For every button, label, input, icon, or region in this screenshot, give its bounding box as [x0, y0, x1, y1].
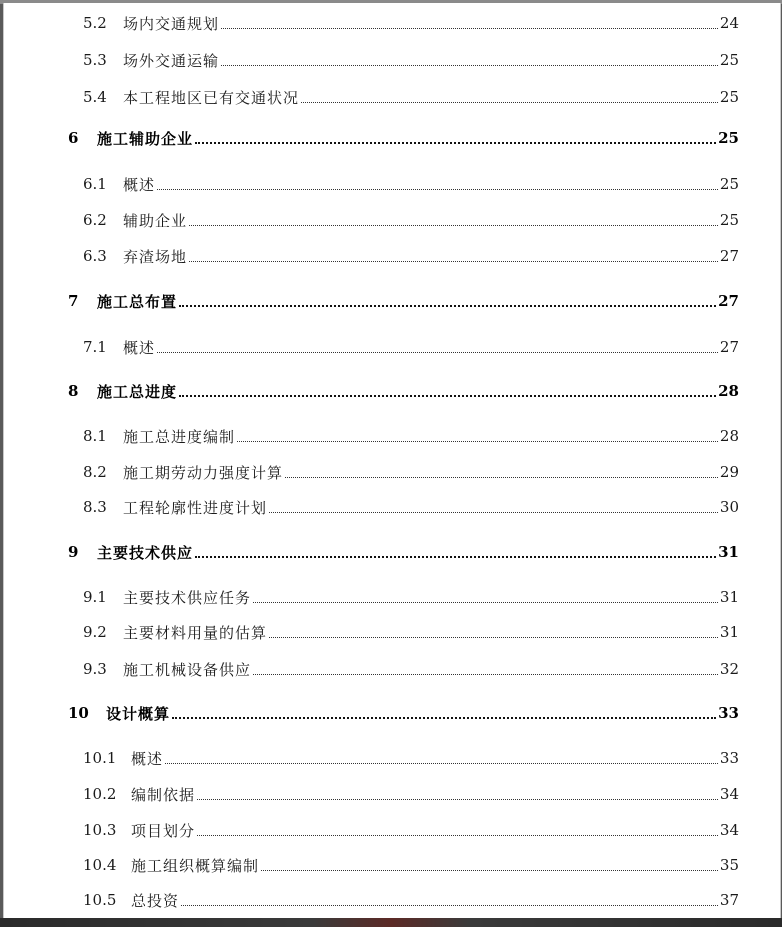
toc-number: 10	[68, 704, 89, 722]
toc-line	[68, 379, 739, 403]
toc-line	[83, 208, 739, 232]
toc-line	[83, 782, 739, 806]
toc-page-number: 29	[719, 463, 739, 481]
toc-number: 7.1	[83, 338, 107, 356]
toc-number: 9	[68, 543, 79, 561]
toc-page-number: 28	[718, 382, 739, 400]
toc-section-entry[interactable]	[4, 495, 780, 519]
toc-number: 8.2	[83, 463, 107, 481]
toc-line	[83, 585, 739, 609]
toc-page-number: 33	[718, 704, 739, 722]
toc-section-entry[interactable]	[4, 620, 780, 644]
dot-leader	[261, 853, 718, 877]
toc-line	[83, 657, 739, 681]
toc-number: 9.3	[83, 660, 107, 678]
toc-title: 施工总进度编制	[123, 427, 236, 446]
toc-page-number: 33	[719, 749, 739, 767]
toc-title: 项目划分	[131, 821, 196, 840]
toc-section-entry[interactable]	[4, 335, 780, 359]
toc-line	[83, 853, 739, 877]
dot-leader	[285, 460, 718, 484]
toc-number: 9.1	[83, 588, 107, 606]
toc-title: 施工期劳动力强度计算	[123, 463, 284, 482]
dot-leader	[195, 540, 716, 564]
toc-chapter-entry[interactable]	[4, 379, 780, 403]
toc-line	[83, 335, 739, 359]
toc-page-number: 31	[718, 543, 739, 561]
dot-leader	[195, 126, 716, 150]
toc-line	[83, 818, 739, 842]
toc-page-number: 27	[719, 247, 739, 265]
toc-page-number: 31	[719, 588, 739, 606]
dot-leader	[165, 746, 718, 770]
dot-leader	[181, 888, 718, 912]
toc-title: 施工组织概算编制	[131, 856, 260, 875]
dot-leader	[221, 48, 718, 72]
toc-line	[83, 620, 739, 644]
toc-page-number: 25	[719, 51, 739, 69]
toc-section-entry[interactable]	[4, 48, 780, 72]
toc-title: 辅助企业	[123, 211, 188, 230]
toc-line	[83, 424, 739, 448]
toc-title: 施工总进度	[97, 382, 178, 401]
toc-number: 10.2	[83, 785, 117, 803]
toc-line	[83, 172, 739, 196]
toc-line	[83, 746, 739, 770]
toc-section-entry[interactable]	[4, 85, 780, 109]
toc-page-number: 25	[718, 129, 739, 147]
toc-page-number: 31	[719, 623, 739, 641]
toc-number: 8.3	[83, 498, 107, 516]
toc-section-entry[interactable]	[4, 746, 780, 770]
toc-title: 施工辅助企业	[97, 129, 194, 148]
toc-section-entry[interactable]	[4, 460, 780, 484]
toc-page-number: 35	[719, 856, 739, 874]
dot-leader	[221, 11, 718, 35]
toc-number: 5.2	[83, 14, 107, 32]
dot-leader	[189, 208, 718, 232]
toc-number: 6	[68, 129, 79, 147]
toc-title: 本工程地区已有交通状况	[123, 88, 300, 107]
dot-leader	[157, 335, 718, 359]
toc-line	[83, 48, 739, 72]
toc-page-number: 25	[719, 211, 739, 229]
toc-chapter-entry[interactable]	[4, 540, 780, 564]
toc-title: 设计概算	[106, 704, 171, 723]
toc-line	[83, 244, 739, 268]
toc-line	[68, 126, 739, 150]
toc-page-number: 34	[719, 785, 739, 803]
toc-line	[83, 11, 739, 35]
dot-leader	[179, 289, 716, 313]
toc-chapter-entry[interactable]	[4, 289, 780, 313]
toc-section-entry[interactable]	[4, 11, 780, 35]
toc-line	[68, 289, 739, 313]
toc-section-entry[interactable]	[4, 782, 780, 806]
toc-title: 概述	[131, 749, 164, 768]
toc-title: 工程轮廓性进度计划	[123, 498, 268, 517]
toc-number: 7	[68, 292, 79, 310]
toc-section-entry[interactable]	[4, 172, 780, 196]
toc-section-entry[interactable]	[4, 244, 780, 268]
document-page[interactable]	[3, 3, 781, 919]
toc-number: 5.4	[83, 88, 107, 106]
toc-title: 弃渣场地	[123, 247, 188, 266]
toc-page-number: 25	[719, 88, 739, 106]
toc-line	[83, 460, 739, 484]
toc-number: 8	[68, 382, 79, 400]
toc-section-entry[interactable]	[4, 585, 780, 609]
toc-page-number: 34	[719, 821, 739, 839]
toc-page-number: 32	[719, 660, 739, 678]
dot-leader	[301, 85, 718, 109]
dot-leader	[237, 424, 718, 448]
dot-leader	[269, 620, 718, 644]
toc-title: 主要技术供应	[97, 543, 194, 562]
toc-section-entry[interactable]	[4, 818, 780, 842]
dot-leader	[179, 379, 716, 403]
toc-line	[83, 85, 739, 109]
toc-number: 6.2	[83, 211, 107, 229]
dot-leader	[189, 244, 718, 268]
toc-number: 6.3	[83, 247, 107, 265]
toc-number: 5.3	[83, 51, 107, 69]
toc-page-number: 27	[718, 292, 739, 310]
toc-number: 10.5	[83, 891, 117, 909]
toc-page-number: 30	[719, 498, 739, 516]
toc-title: 施工总布置	[97, 292, 178, 311]
toc-chapter-entry[interactable]	[4, 126, 780, 150]
toc-title: 施工机械设备供应	[123, 660, 252, 679]
dot-leader	[197, 782, 718, 806]
toc-section-entry[interactable]	[4, 853, 780, 877]
toc-page-number: 37	[719, 891, 739, 909]
toc-line	[83, 888, 739, 912]
toc-section-entry[interactable]	[4, 208, 780, 232]
toc-page-number: 25	[719, 175, 739, 193]
toc-section-entry[interactable]	[4, 888, 780, 912]
toc-number: 8.1	[83, 427, 107, 445]
toc-number: 10.1	[83, 749, 117, 767]
dot-leader	[197, 818, 718, 842]
toc-number: 10.4	[83, 856, 117, 874]
toc-title: 概述	[123, 175, 156, 194]
toc-chapter-entry[interactable]	[4, 701, 780, 725]
toc-title: 主要技术供应任务	[123, 588, 252, 607]
toc-number: 10.3	[83, 821, 117, 839]
dot-leader	[157, 172, 718, 196]
toc-section-entry[interactable]	[4, 657, 780, 681]
dot-leader	[253, 585, 718, 609]
dot-leader	[172, 701, 716, 725]
toc-section-entry[interactable]	[4, 424, 780, 448]
toc-line	[83, 495, 739, 519]
toc-line	[68, 701, 739, 725]
toc-title: 场内交通规划	[123, 14, 220, 33]
toc-number: 6.1	[83, 175, 107, 193]
toc-title: 编制依据	[131, 785, 196, 804]
toc-title: 概述	[123, 338, 156, 357]
toc-title: 场外交通运输	[123, 51, 220, 70]
toc-line	[68, 540, 739, 564]
dot-leader	[253, 657, 718, 681]
toc-title: 主要材料用量的估算	[123, 623, 268, 642]
toc-title: 总投资	[131, 891, 180, 910]
toc-number: 9.2	[83, 623, 107, 641]
dot-leader	[269, 495, 718, 519]
toc-page-number: 28	[719, 427, 739, 445]
toc-page-number: 24	[719, 14, 739, 32]
toc-page-number: 27	[719, 338, 739, 356]
window-bottom-edge	[0, 918, 782, 927]
